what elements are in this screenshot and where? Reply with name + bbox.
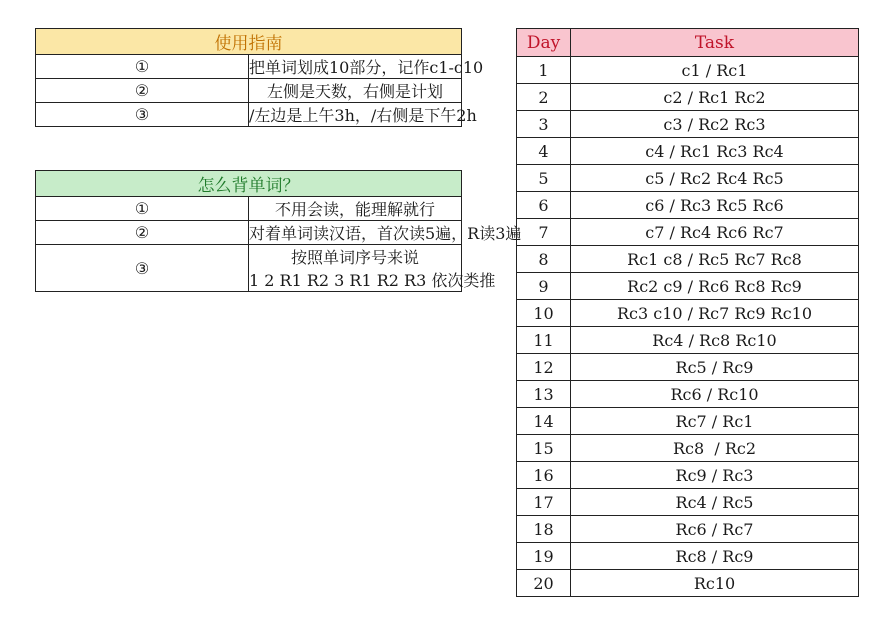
day-cell[interactable]: 4 xyxy=(517,138,571,165)
task-cell[interactable]: Rc10 xyxy=(571,570,859,597)
row-number[interactable]: ③ xyxy=(36,103,249,127)
table-row xyxy=(517,489,859,516)
task-cell[interactable]: c1 / Rc1 xyxy=(571,57,859,84)
task-cell[interactable]: Rc9 / Rc3 xyxy=(571,462,859,489)
day-cell[interactable]: 7 xyxy=(517,219,571,246)
task-cell[interactable]: c2 / Rc1 Rc2 xyxy=(571,84,859,111)
table-row xyxy=(517,246,859,273)
table-row xyxy=(517,111,859,138)
row-number[interactable]: ① xyxy=(36,197,249,221)
task-cell[interactable]: Rc3 c10 / Rc7 Rc9 Rc10 xyxy=(571,300,859,327)
day-cell[interactable]: 3 xyxy=(517,111,571,138)
table-row xyxy=(517,84,859,111)
task-cell[interactable]: Rc4 / Rc8 Rc10 xyxy=(571,327,859,354)
day-cell[interactable]: 10 xyxy=(517,300,571,327)
table-row xyxy=(517,273,859,300)
table-row xyxy=(36,221,462,245)
table-row xyxy=(517,192,859,219)
how-text[interactable]: 1 2 R1 R2 3 R1 R2 R3 依次类推 xyxy=(249,268,462,292)
table-row xyxy=(517,300,859,327)
usage-guide-table xyxy=(35,28,484,127)
how-text[interactable]: 按照单词序号来说 xyxy=(249,245,462,269)
table-row xyxy=(36,79,462,103)
task-cell[interactable]: Rc2 c9 / Rc6 Rc8 Rc9 xyxy=(571,273,859,300)
table-row xyxy=(517,570,859,597)
task-cell[interactable]: Rc7 / Rc1 xyxy=(571,408,859,435)
table-row xyxy=(517,543,859,570)
task-cell[interactable]: Rc5 / Rc9 xyxy=(571,354,859,381)
guide-text[interactable]: 左侧是天数，右侧是计划 xyxy=(249,79,462,103)
day-cell[interactable]: 16 xyxy=(517,462,571,489)
day-cell[interactable]: 6 xyxy=(517,192,571,219)
how-text[interactable]: 不用会读，能理解就行 xyxy=(249,197,462,221)
row-number[interactable]: ③ xyxy=(36,245,249,292)
table-row xyxy=(36,55,462,79)
table-row xyxy=(517,327,859,354)
row-number[interactable]: ① xyxy=(36,55,249,79)
table-row xyxy=(517,138,859,165)
task-cell[interactable]: c7 / Rc4 Rc6 Rc7 xyxy=(571,219,859,246)
row-number[interactable]: ② xyxy=(36,221,249,245)
schedule-header-row xyxy=(517,29,859,57)
task-column-header[interactable]: Task xyxy=(571,29,859,57)
task-cell[interactable]: Rc6 / Rc7 xyxy=(571,516,859,543)
how-to-memorize-table xyxy=(35,170,522,292)
day-cell[interactable]: 17 xyxy=(517,489,571,516)
table-row xyxy=(517,516,859,543)
task-cell[interactable]: Rc8 / Rc9 xyxy=(571,543,859,570)
day-cell[interactable]: 15 xyxy=(517,435,571,462)
table-row xyxy=(517,435,859,462)
table-row xyxy=(517,381,859,408)
day-cell[interactable]: 20 xyxy=(517,570,571,597)
how-text[interactable]: 对着单词读汉语，首次读5遍，R读3遍 xyxy=(249,221,462,245)
table-row xyxy=(517,462,859,489)
day-cell[interactable]: 2 xyxy=(517,84,571,111)
day-column-header[interactable]: Day xyxy=(517,29,571,57)
day-cell[interactable]: 5 xyxy=(517,165,571,192)
day-cell[interactable]: 13 xyxy=(517,381,571,408)
task-cell[interactable]: c6 / Rc3 Rc5 Rc6 xyxy=(571,192,859,219)
day-cell[interactable]: 1 xyxy=(517,57,571,84)
guide-text[interactable]: /左边是上午3h，/右侧是下午2h xyxy=(249,103,462,127)
table-row xyxy=(517,219,859,246)
table-row xyxy=(517,165,859,192)
table-row xyxy=(36,103,462,127)
table-row xyxy=(517,354,859,381)
table-row xyxy=(517,57,859,84)
schedule-table xyxy=(516,28,859,597)
table-row xyxy=(36,245,462,269)
task-cell[interactable]: c3 / Rc2 Rc3 xyxy=(571,111,859,138)
day-cell[interactable]: 8 xyxy=(517,246,571,273)
day-cell[interactable]: 18 xyxy=(517,516,571,543)
task-cell[interactable]: Rc1 c8 / Rc5 Rc7 Rc8 xyxy=(571,246,859,273)
day-cell[interactable]: 14 xyxy=(517,408,571,435)
task-cell[interactable]: c4 / Rc1 Rc3 Rc4 xyxy=(571,138,859,165)
guide-text[interactable]: 把单词划成10部分，记作c1-c10 xyxy=(249,55,462,79)
usage-guide-title[interactable]: 使用指南 xyxy=(36,29,462,55)
day-cell[interactable]: 9 xyxy=(517,273,571,300)
task-cell[interactable]: c5 / Rc2 Rc4 Rc5 xyxy=(571,165,859,192)
day-cell[interactable]: 11 xyxy=(517,327,571,354)
task-cell[interactable]: Rc8 / Rc2 xyxy=(571,435,859,462)
day-cell[interactable]: 19 xyxy=(517,543,571,570)
table-row xyxy=(36,197,462,221)
task-cell[interactable]: Rc6 / Rc10 xyxy=(571,381,859,408)
how-to-memorize-title[interactable]: 怎么背单词？ xyxy=(36,171,462,197)
table-row xyxy=(517,408,859,435)
task-cell[interactable]: Rc4 / Rc5 xyxy=(571,489,859,516)
day-cell[interactable]: 12 xyxy=(517,354,571,381)
row-number[interactable]: ② xyxy=(36,79,249,103)
